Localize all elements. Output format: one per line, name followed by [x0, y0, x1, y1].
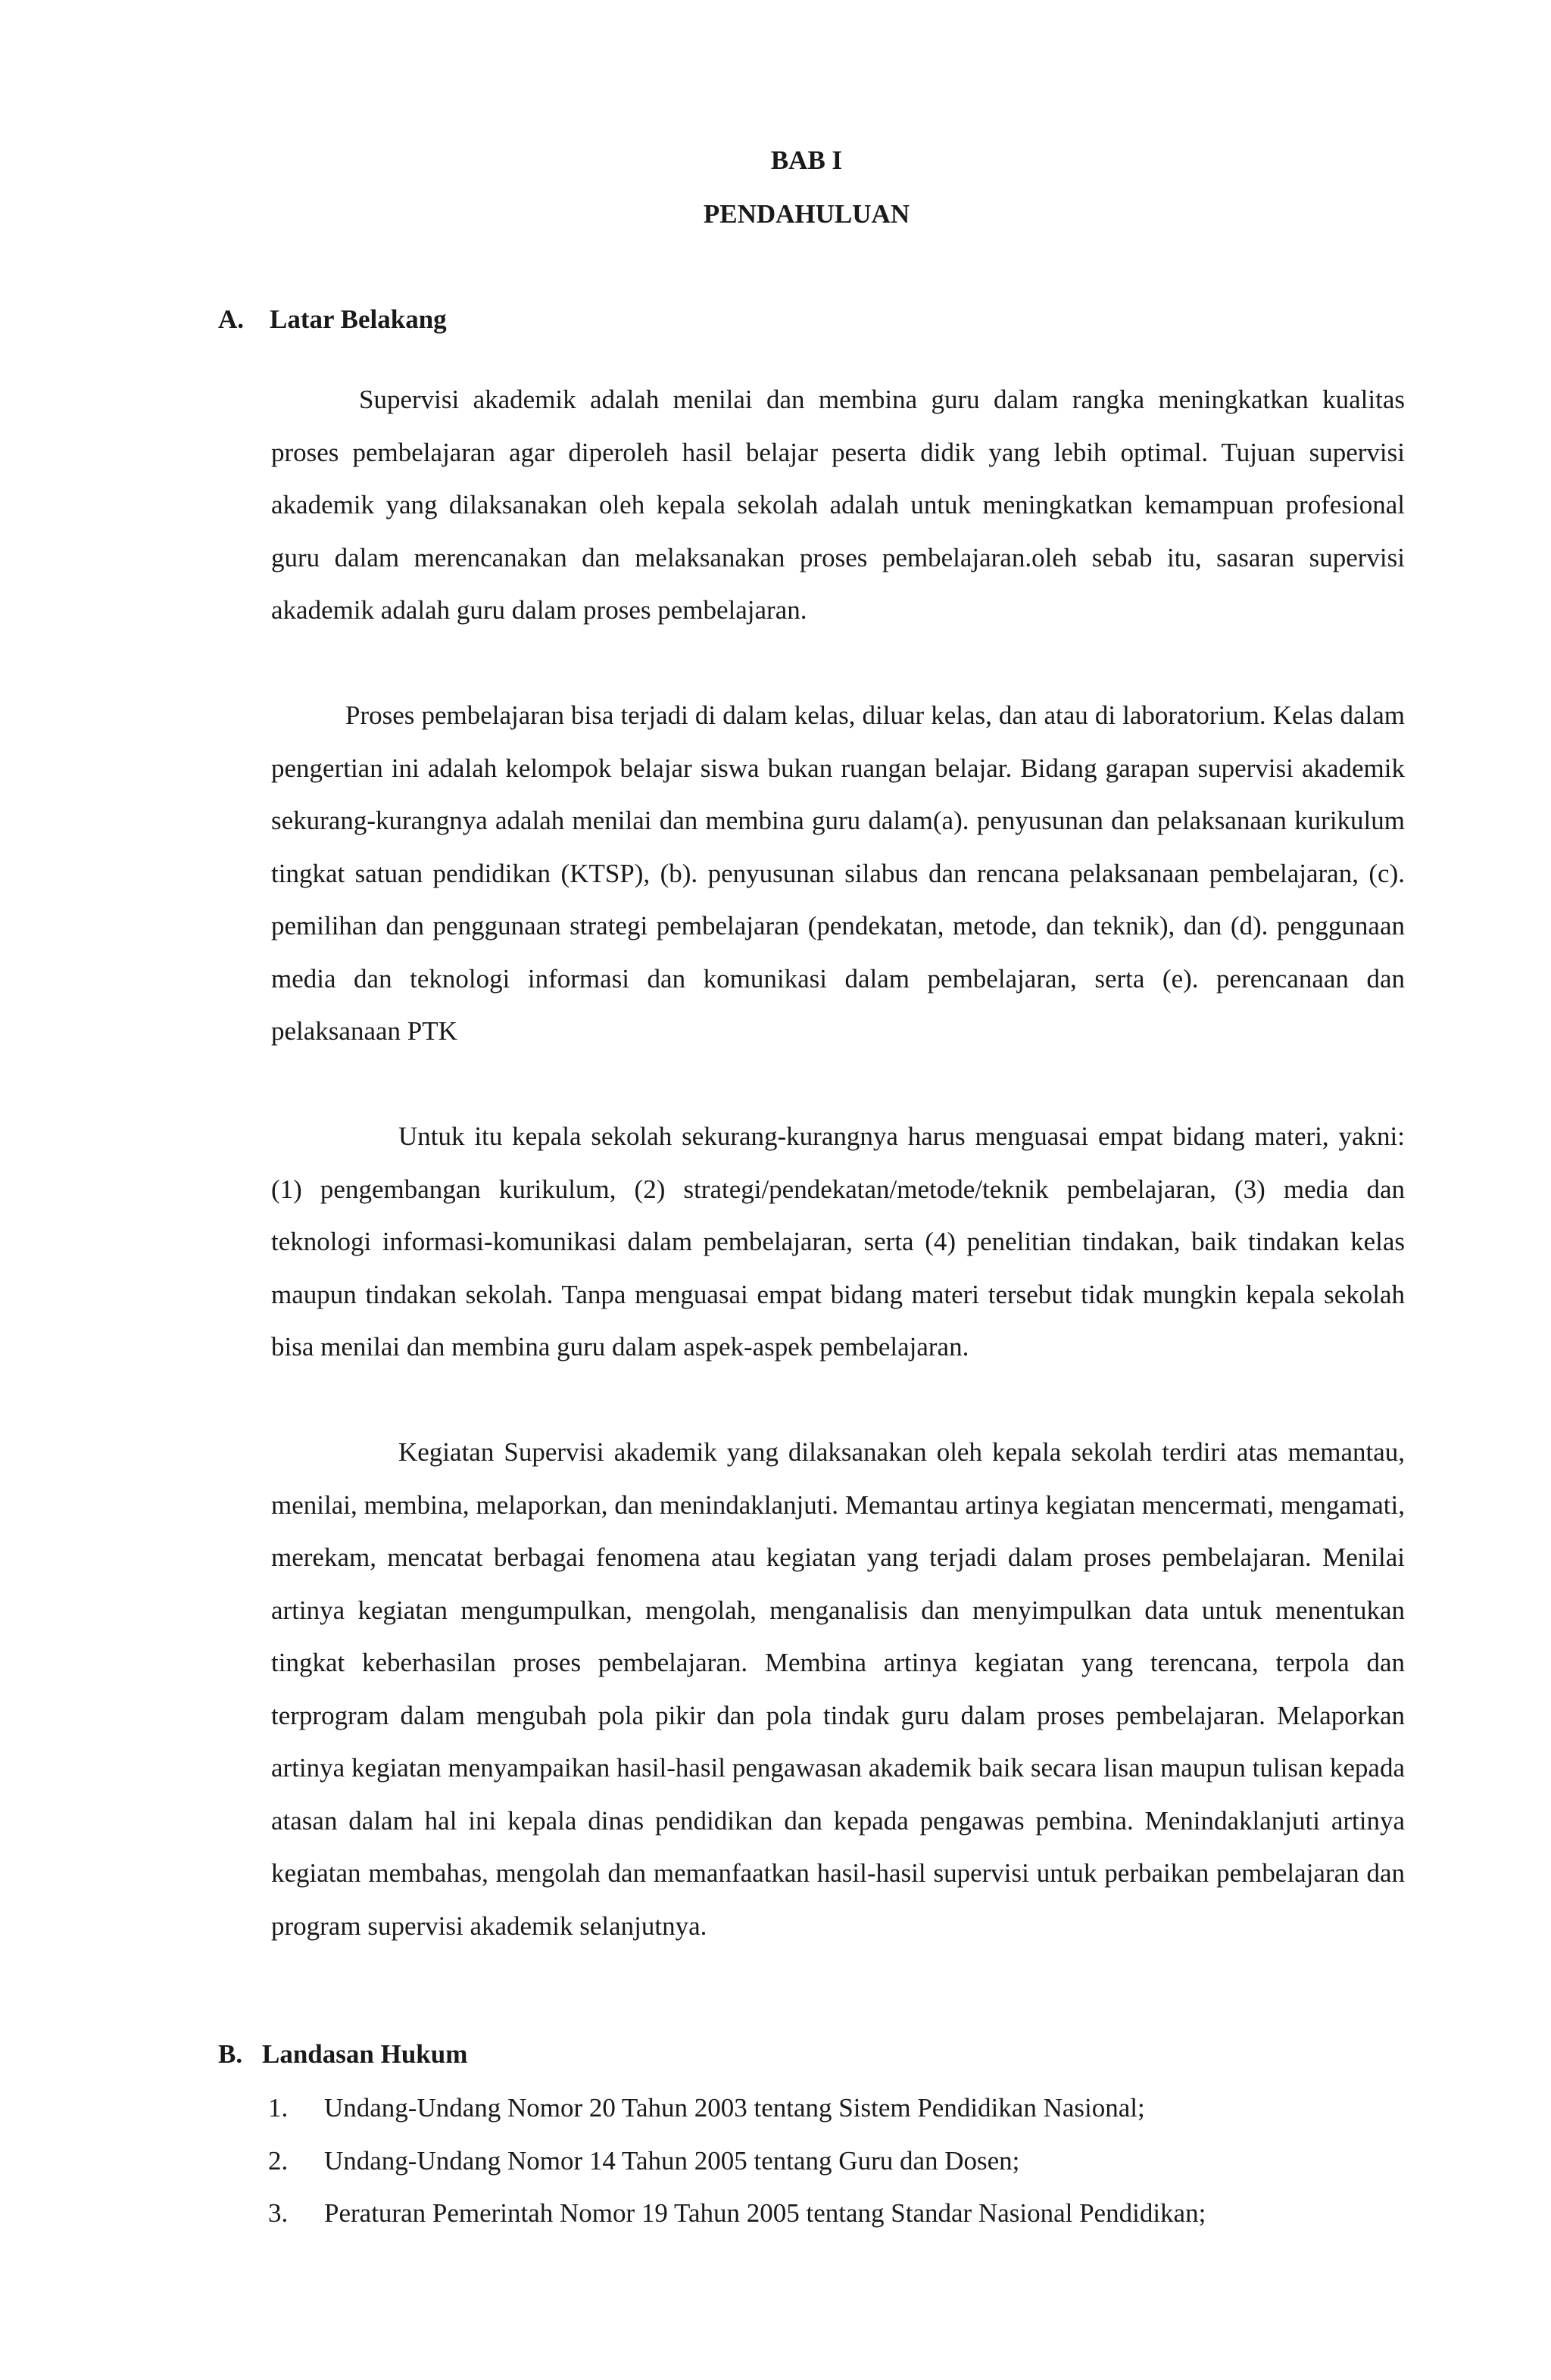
list-item-text: Peraturan Pemerintah Nomor 19 Tahun 2005 tentang Standar Nasional Pendidikan; — [324, 2198, 1206, 2228]
legal-basis-list — [268, 2082, 1404, 2240]
list-item-number: 3. — [268, 2198, 289, 2228]
chapter-number: BAB I — [770, 145, 843, 175]
list-item-number: 1. — [268, 2093, 289, 2123]
section-title: Landasan Hukum — [262, 2039, 468, 2069]
paragraph: Supervisi akademik adalah menilai dan membina guru dalam rangka meningkatkan kualitas proses pembelajaran agar diperoleh hasil belajar peserta didik yang lebih optimal. Tujuan supervisi akademik yang dilaksanakan oleh kepala sekolah adalah untuk meningkatkan kemampuan profesional guru dalam merencanakan dan melaksanakan proses pembelajaran.oleh sebab itu, sasaran supervisi akademik adalah guru dalam proses pembelajaran. — [271, 385, 1405, 625]
paragraph: Kegiatan Supervisi akademik yang dilaksanakan oleh kepala sekolah terdiri atas memantau, menilai, membina, melaporkan, dan menindaklanjuti. Memantau artinya kegiatan mencermati, mengamati, merekam, mencatat berbagai fenomena atau kegiatan yang terjadi dalam proses pembelajaran. Menilai artinya kegiatan mengumpulkan, mengolah, menganalisis dan menyimpulkan data untuk menentukan tingkat keberhasilan proses pembelajaran. Membina artinya kegiatan yang terencana, terpola dan terprogram dalam mengubah pola pikir dan pola tindak guru dalam proses pembelajaran. Melaporkan artinya kegiatan menyampaikan hasil-hasil pengawasan akademik baik secara lisan maupun tulisan kepada atasan dalam hal ini kepala dinas pendidikan dan kepada pengawas pembina. Menindaklanjuti artinya kegiatan membahas, mengolah dan memanfaatkan hasil-hasil supervisi untuk perbaikan pembelajaran dan program supervisi akademik selanjutnya. — [271, 1437, 1405, 1941]
section-heading-landasan-hukum — [218, 2039, 467, 2070]
section-title: Latar Belakang — [270, 304, 447, 334]
paragraph: Proses pembelajaran bisa terjadi di dalam kelas, diluar kelas, dan atau di laboratorium. Kelas dalam pengertian ini adalah kelompok belajar siswa bukan ruangan belajar. Bidang garapan supervisi akademik sekurang-kurangnya adalah menilai dan membina guru dalam(a). penyusunan dan pelaksanaan kurikulum tingkat satuan pendidikan (KTSP), (b). penyusunan silabus dan rencana pelaksanaan pembelajaran, (c). pemilihan dan penggunaan strategi pembelajaran (pendekatan, metode, dan teknik), dan (d). penggunaan media dan teknologi informasi dan komunikasi dalam pembelajaran, serta (e). perencanaan dan pelaksanaan PTK — [271, 700, 1405, 1046]
list-item — [268, 2135, 1404, 2188]
list-item — [268, 2187, 1404, 2240]
section-heading-latar-belakang — [218, 304, 447, 335]
list-item — [268, 2082, 1404, 2135]
chapter-title: PENDAHULUAN — [703, 199, 910, 229]
list-item-number: 2. — [268, 2145, 289, 2176]
section-letter: B. — [218, 2039, 243, 2069]
paragraph: Untuk itu kepala sekolah sekurang-kurangnya harus menguasai empat bidang materi, yakni: (1) pengembangan kurikulum, (2) strategi/pendekatan/metode/teknik pembelajaran, (3) media dan teknologi informasi-komunikasi dalam pembelajaran, serta (4) penelitian tindakan, baik tindakan kelas maupun tindakan sekolah. Tanpa menguasai empat bidang materi tersebut tidak mungkin kepala sekolah bisa menilai dan membina guru dalam aspek-aspek pembelajaran. — [271, 1121, 1405, 1362]
section-letter: A. — [218, 304, 245, 334]
list-item-text: Undang-Undang Nomor 14 Tahun 2005 tentang Guru dan Dosen; — [324, 2145, 1020, 2176]
list-item-text: Undang-Undang Nomor 20 Tahun 2003 tentang Sistem Pendidikan Nasional; — [324, 2093, 1145, 2123]
